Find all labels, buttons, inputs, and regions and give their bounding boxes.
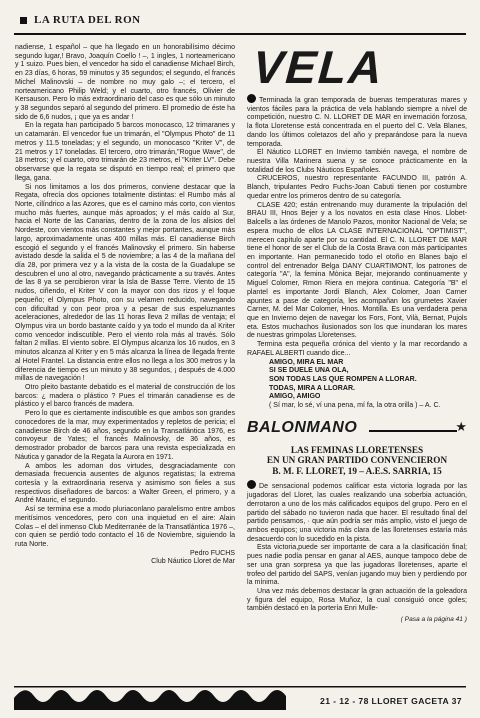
left-paragraph: Otro pleito bastante debatido es el material de construcción de los barcos: ¿ madera o plástico ? Pues el trimarán canadiense es de plástico y el barco francés de madera. [15,384,235,409]
bullet-dot-icon [247,94,256,103]
header-title: LA RUTA DEL RON [34,14,141,26]
vela-paragraph: CRUCEROS, nuestro representante FACUNDO III, patrón A. Blanch, tripulantes Pedro Fuchs-Joan Cabuti tienen por costumbre quedar entre los primeros dentro de su categoría. [247,175,467,200]
headline-line: LAS FEMINAS LLORETENSES [290,444,424,455]
bullet-dot-icon [247,480,256,489]
left-paragraph: Pero lo que es ciertamente indiscutible es que ambos son grandes conocedores de la mar, muy experimentados y repletos de pericia; el canadiense Birch de 46 años, segundo en la Transatlántica 1976, es convoyeur de Yates; el francés Malinovsky, de 36 años, es demostrador probador de barcos para una revista especializada en Náutica y ganador de la Regata la Aurora en 1971. [15,410,235,461]
star-icon: ★ [455,418,467,434]
vela-article [247,94,467,411]
page-footer [14,684,466,710]
poem-line: AMIGO, AMIGO [269,393,321,401]
page-header [14,14,466,36]
left-paragraph: Así se termina ese a modo pluriaconlano paralelismo entre ambos meritísimos vencedores, pero con una inquietud en el aire: Alain Colas – el del inmenso Club Mediterranée de la Transatlántica 1976 –, con quien se perdió todo contacto el 16 de Noviembre, siguiendo la ruta Norte. [15,506,235,548]
headline-line: EN UN GRAN PARTIDO CONVENCIERON [266,455,448,466]
balonmano-section-bar [247,419,467,441]
balonmano-paragraph: Una vez más debemos destacar la gran actuación de la goleadora y figura del equipo, Rosa Muñoz, la cual consiguió once goles; también destacó en la portería Enri Mulle- [247,588,467,613]
left-paragraph: A ambos les adornan dos virtudes, desgraciadamente con demasiada frecuencia ausentes de algunos regatistas; la extrema cortesía y la extraordinaria reserva y asimismo son fieles a sus respectivos diseñadores de barcos: a Walter Green, el primero, y a André Mauric, el segundo. [15,462,235,505]
vela-paragraph: El Náutico LLORET en Invierno también navega, el nombre de nuestra Villa Marinera suena y se conoce prácticamente en la totalidad de los Clubs Náuticos Españoles. [247,149,467,174]
vela-section-title: VELA [251,41,386,93]
balonmano-paragraph: De sensacional podemos calificar esta victoria lograda por las jugadoras del Lloret, las cuales realizando una soberbia actuación, derrotaron a uno de los más calificados equipos del grupo. Pero en el partido del sábado no tuvieron nada que hacer. El resultado final del partido pensamos, · que aún podría ser más amplio, visto el juego de ambos equipos; una victoria más clara de las lloretenses estaría más desacuerdo con lo sucedido en la pista. [247,480,467,544]
left-paragraph: Si nos limitamos a los dos primeros, conviene destacar que la Regata, ofrecía dos opciones totalmente distintas: el Rumbo más al Norte, cilíndrico a las Azores, que es el camino más corto, con vientos mucho más fuertes, aunque más aproados; y el más caído al Sur, hacia el Norte de las Canarias, dentro de la zona de los alisios del Nordeste, con vientos más constantes y mejor portantes, aunque más largo, aproximadamente unas 400 millas más. El canadiense Birch escogió el segundo y el francés Malinovsky el primero. Sin haberse avistado desde la salida el 5 de noviembre; a las 4 de la mañana del día 28, por primera vez y a la vista de la costa de la Guadalupe se descubren el uno al otro, navegando prácticamente a su través. Antes de las 8 ya se percibieron virar la Isla de Basse Terre. Viento de 15 nudos, ciñendo, el Kriter V con la mayor con dos rizos y el foque pequeño; el Olympus Photo, con su velamen reducido, navegando con dificultad y con peor proa y a pesar de sus espeluznantes aceleraciones, alrededor de las 11 horas lleva 2 millas de ventaja; el Olympus vira un bordo bastante caído y ya todo el mundo da al Kriter como vencedor indiscutible. Pero el viento rola más al través. Sólo faltan 2 millas. El viento sobre. El Olympus alcanza los 16 nudos, en 3 minutos alcanza al Kriter y en 5 más alcanza la línea de llegada frente al Hotel Frantel. La distancia entre ellos no llega a los 300 metros y la diferencia de tiempo es un minuto y 38 segundos, ¡ después de 4.000 millas de navegación ! [15,183,235,383]
section-rule [369,430,457,432]
right-column [247,41,467,625]
author-name: Pedro FUCHS [189,549,235,557]
balonmano-paragraph: Esta victoria,puede ser importante de cara a la clasificación final; pues nadie podía pensar en ganar al AES, aunque tampoco debe de ser una gran sorpresa ya que las jugadoras lloretenses, aparte el trofeo del partido del SAPS, venían jugando muy bien y perdiendo por la mínima. [247,544,467,587]
headline-line: B. M. F. LLORET, 19 – A.E.S. SARRIA, 15 [272,465,442,476]
vela-paragraph: CLASE 420; están entrenando muy duramente la tripulación del BRAU III, Hnos Bejer y a los novatos en esta clase Hnos. Llobet-Balcells a las órdenes de Manolo Pazos, monitor Nacional de Vela; se espera mucho de ellos LA CLASE INTERNACIONAL "OPTIMIST", merecen capítulo aparte por su cantidad. El C. N. LLORET DE MAR tiene el honor de ser el Club de la Costa Brava con más participantes en importante. Han permanecido todo el otoño en Blanes bajo el control del entrenador Belga DANY CUARTIMONT, los patrones de categoría "A", la femina Mònica Bejar, mejorando continuamente y Miguel Colomer, Rmon Riera en mejora continua. Categoría "B" el plantel es importante Jordi Blanch, Alex Colomer, Joan Carner apuntes a pase de categoría, les acompañan los grumetes Xavier Carner, M. del Mar Colomer, Hnos. Montilla. Es una verdadera pena que en Invierno dejen de navegar los Fors, Font, Vilà, Bernat, Pujols eta. Estos muchachos ilusionados son los que inundaran los mares de nuestras grimpolas Lloretenses. [247,201,467,340]
balonmano-article [247,480,467,625]
left-paragraph: En la regata han participado 5 barcos monocasco, 12 trimaranes y un catamarán. El vencedor fue un trimarán, el "Olympus Photo" de 11 metros y 11.5 toneladas; y el segundo, un monocasco "Kriter V", de 21 metros y 17 toneladas. El tercero, otro trimarán,"Rogue Wave", de 18 metros; y el cuarto, otro trimarán de 23 metros, el "Kriter LV". Debe observarse que la regata se disputó en tiempo real; el primero que llega, gana. [15,122,235,182]
continued-note: ( Pasa a la página 41 ) [400,616,467,624]
balonmano-section-title: BALONMANO [247,418,358,436]
vela-paragraph: Termina esta pequeña crónica del viento y la mar recordando a RAFAEL ALBERTI cuando dice... [247,341,467,357]
header-bullet [20,17,27,24]
poem-note: ( Sí mar, lo sé, ví una pena, mí fa, la otra orilla ) – A. C. [269,402,441,410]
footer-date-page: 21 - 12 - 78 LLORET GACETA 37 [320,696,462,706]
poem-line: AMIGO, MIRA EL MAR [269,358,344,366]
vela-paragraph: Terminada la gran temporada de buenas temperaturas mares y vientos fáciles para la práctica de vela hablando siempre a nivel de competición, nuestro C. N. LLORET DE MAR en invernación forzosa, la flota Lloretense está concentrada en el puerto del C. Vela Blanes, dando los últimos coletazos del año y preparándose para la nueva temporada. [247,94,467,149]
author-club: Club Náutico Lloret de Mar [151,558,235,566]
balonmano-headline [247,445,467,477]
poem-line: SON TODAS LAS QUE ROMPEN A LLORAR. [269,376,417,383]
left-paragraph: nadiense, 1 español – que ha llegado en un honorabilísimo décimo segundo lugar,! Bravo, Joaquín Coello ! –, 1 ingles, 1 norteamericano y 1 suizo. Pues bien, el vencedor ha sido el canadiense Michael Birch, en 23 días, 6 horas, 59 minutos y 35 segundos; el segundo, el francés Michel Malinovski – de nombre no muy galo –; el tercero, el norteamericano Philip Weld; y el cuarto, otro francés, Olivier de Kersauson. Pero lo más extraordinario del caso es que sólo un minuto y 38 segundos separó al segundo del primero. El promedio de éste ha sido de 6,6 nudos, ¡ que ya es andar ! [15,44,235,121]
poem-line: SI SE DUELE UNA OLA, [269,367,349,375]
left-column-article [15,44,235,567]
header-rule [14,33,466,35]
poem-line: TODAS, MIRA A LLORAR. [269,384,355,392]
